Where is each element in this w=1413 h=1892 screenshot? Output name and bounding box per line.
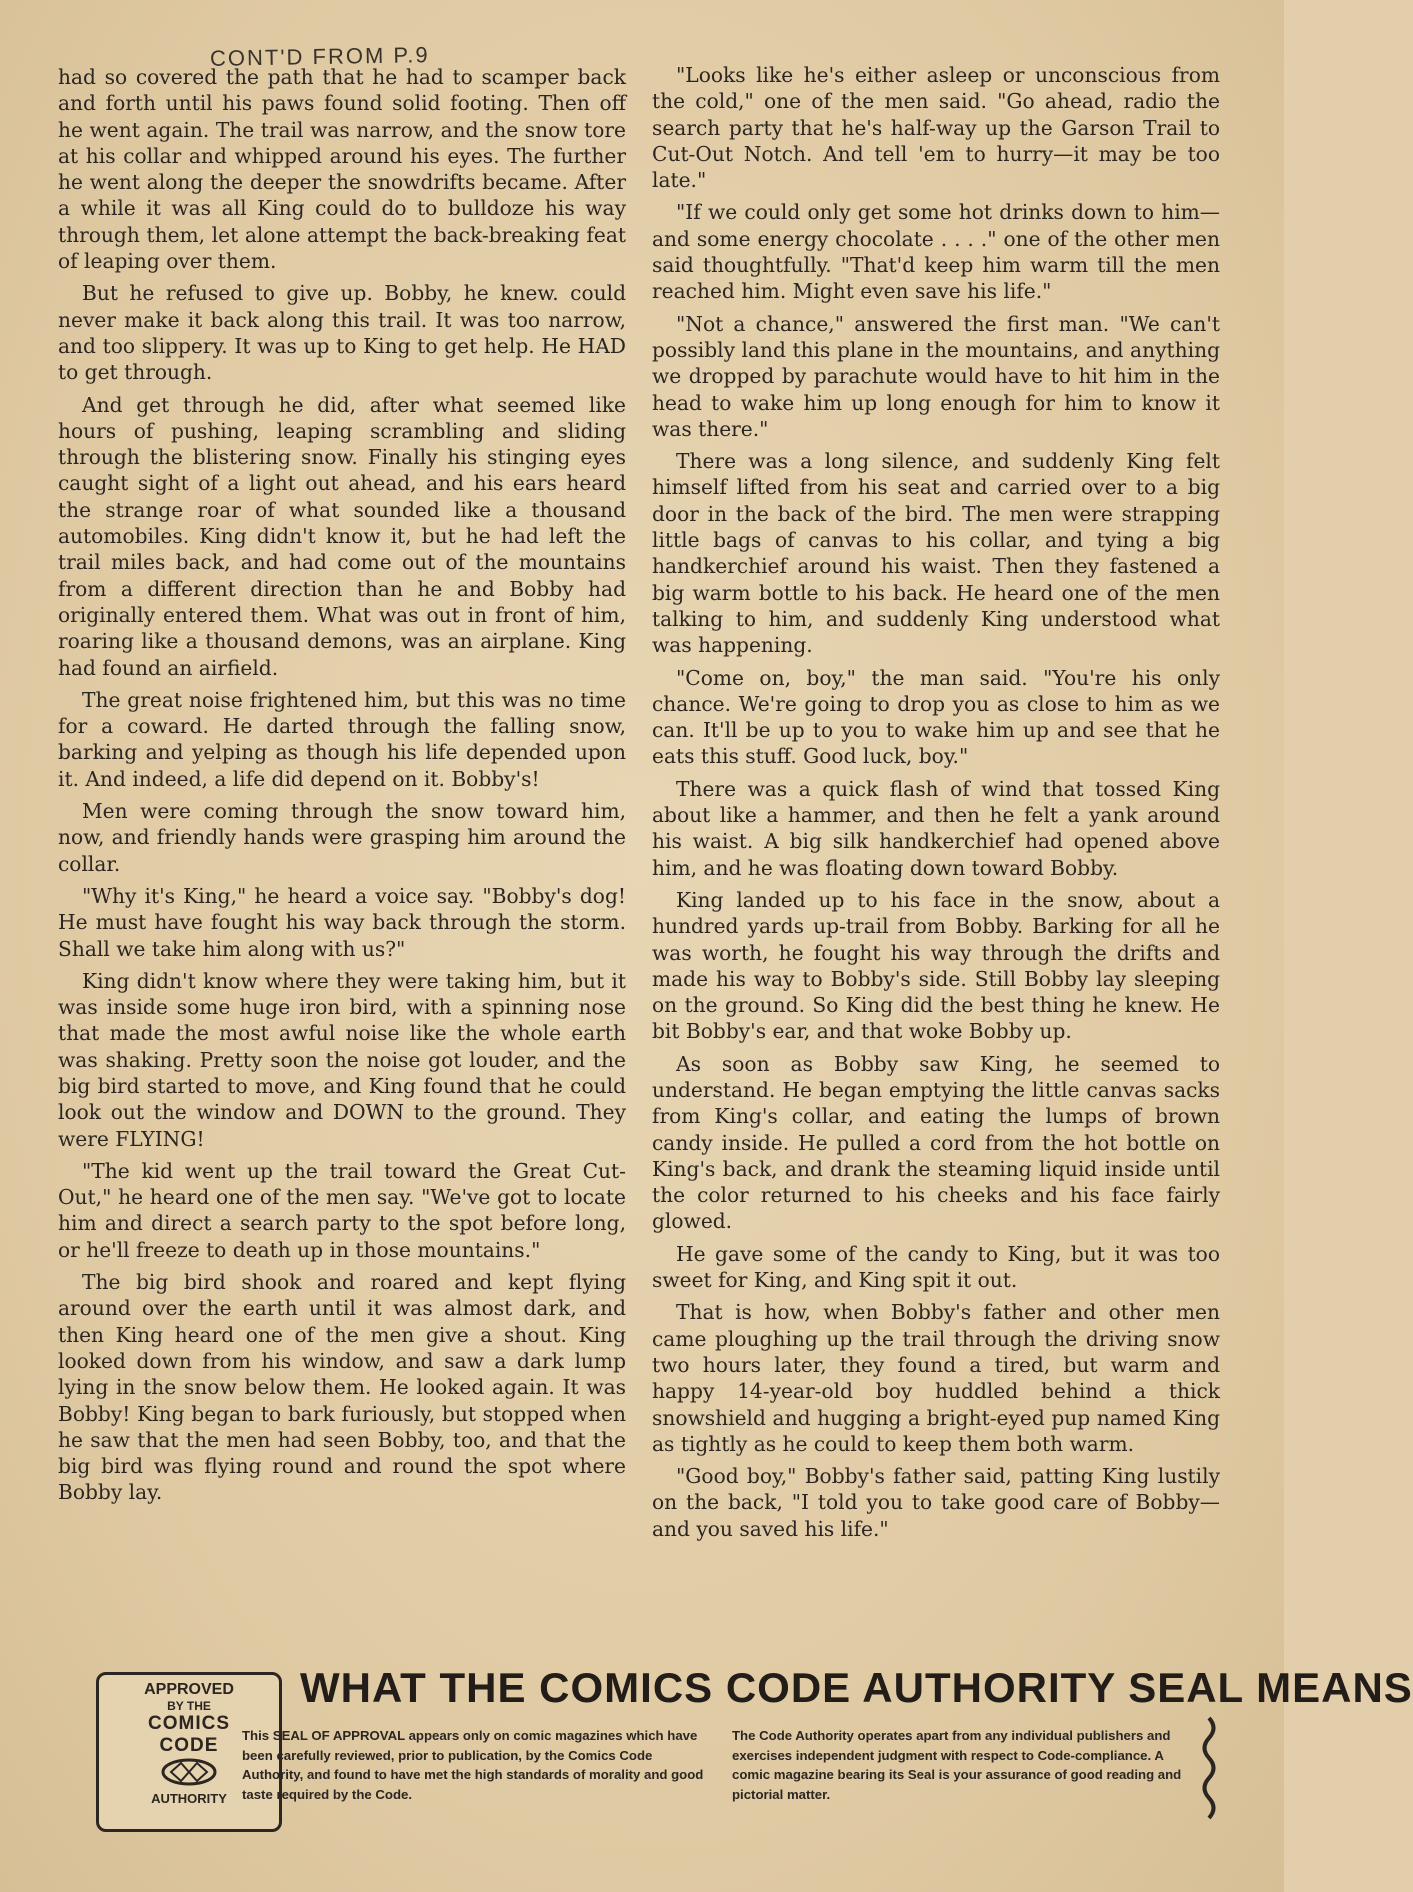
paragraph: But he refused to give up. Bobby, he knew. could never make it back along this trail. It was too narrow, and too slippery. It was up to King to get help. He HAD to get through.	[58, 281, 626, 385]
paragraph: "The kid went up the trail toward the Great Cut-Out," he heard one of the men say. "We've got to locate him and direct a search party to the spot before long, or he'll freeze to death up in those mountains."	[58, 1158, 626, 1262]
seal-line: BY THE	[167, 1699, 211, 1713]
ad-text-left: This SEAL OF APPROVAL appears only on comic magazines which have been carefully reviewed, prior to publication, by the Comics Code Authority, and found to have met the high standards of morality and good taste required by the Code.	[242, 1728, 704, 1802]
paragraph: "Good boy," Bobby's father said, patting King lustily on the back, "I told you to take good care of Bobby—and you saved his life."	[652, 1464, 1220, 1541]
paragraph: "If we could only get some hot drinks down to him—and some energy chocolate . . . ." one of the other men said thoughtfully. "That'd keep him warm till the men reached him. Might even save his life."	[652, 200, 1220, 304]
continued-note: CONT'D FROM P.9	[209, 42, 430, 71]
paragraph: "Come on, boy," the man said. "You're his only chance. We're going to drop you as close to him as we can. It'll be up to you to wake him up and see that he eats this stuff. Good luck, boy."	[652, 665, 1220, 769]
paragraph: "Not a chance," answered the first man. "We can't possibly land this plane in the mountains, and anything we dropped by parachute would have to hit him in the head to wake him up long enough for him to know it was there."	[652, 311, 1220, 441]
paragraph: Men were coming through the snow toward him, now, and friendly hands were grasping him around the collar.	[58, 799, 626, 876]
left-column	[58, 64, 626, 1512]
paragraph: "Why it's King," he heard a voice say. "Bobby's dog! He must have fought his way back through the storm. Shall we take him along with us?"	[58, 883, 626, 961]
seal-line: AUTHORITY	[151, 1791, 227, 1806]
paragraph: King landed up to his face in the snow, about a hundred yards up-trail from Bobby. Barking for all he was worth, he fought his way through the drifts and made his way to Bobby's side. Still Bobby lay sleeping on the ground. So King did the best thing he knew. He bit Bobby's ear, and that woke Bobby up.	[652, 887, 1220, 1044]
paragraph: That is how, when Bobby's father and other men came ploughing up the trail through the driving snow two hours later, they found a tired, but warm and happy 14-year-old boy huddled behind a thick snowshield and hugging a bright-eyed pup named King as tightly as he could to keep them both warm.	[652, 1300, 1220, 1456]
paragraph: King didn't know where they were taking him, but it was inside some huge iron bird, with a spinning nose that made the most awful noise like the whole earth was shaking. Pretty soon the noise got louder, and the big bird started to move, and King found that he could look out the window and DOWN to the ground. They were FLYING!	[58, 968, 626, 1151]
paragraph: There was a long silence, and suddenly King felt himself lifted from his seat and carried over to a big door in the back of the bird. The men were strapping little bags of canvas to his collar, and tying a big handkerchief around his waist. Then they fastened a big warm bottle to his back. He heard one of the men talking to him, and suddenly King understood what was happening.	[652, 449, 1220, 658]
paragraph: As soon as Bobby saw King, he seemed to understand. He began emptying the little canvas sacks from King's collar, and eating the lumps of brown candy inside. He pulled a cord from the hot bottle on King's back, and drank the steaming liquid inside until the color returned to his cheeks and his face fairly glowed.	[652, 1051, 1220, 1234]
comics-code-ad	[60, 1660, 1413, 1830]
paragraph: "Looks like he's either asleep or unconscious from the cold," one of the men said. "Go ahead, radio the search party that he's half-way up the Garson Trail to Cut-Out Notch. And tell 'em to hurry—it may be too late."	[652, 63, 1220, 193]
paragraph: The great noise frightened him, but this was no time for a coward. He darted through the falling snow, barking and yelping as though his life depended upon it. And indeed, a life did depend on it. Bobby's!	[58, 687, 626, 791]
paragraph: had so covered the path that he had to scamper back and forth until his paws found solid footing. Then off he went again. The trail was narrow, and the snow tore at his collar and whipped around his eyes. The further he went along the deeper the snowdrifts became. After a while it was all King could do to bulldoze his way through them, let alone attempt the back-breaking feat of leaping over them.	[58, 65, 626, 274]
right-column	[652, 62, 1220, 1548]
paragraph: And get through he did, after what seemed like hours of pushing, leaping scrambling and sliding through the blistering snow. Finally his stinging eyes caught sight of a light out ahead, and his ears heard the strange roar of what sounded like a thousand automobiles. King didn't know it, but he had left the trail miles back, and had come out of the mountains from a different direction than he and Bobby had originally entered them. What was out in front of him, roaring like a thousand demons, was an airplane. King had found an airfield.	[58, 392, 626, 680]
seal-emblem-icon	[159, 1757, 219, 1787]
seal-line: CODE	[159, 1735, 219, 1756]
paragraph: There was a quick flash of wind that tossed King about like a hammer, and then he felt a yank around his waist. A big silk handkerchief had opened above him, and he was floating down toward Bobby.	[652, 776, 1220, 880]
seal-line: COMICS	[148, 1713, 230, 1734]
paragraph: The big bird shook and roared and kept flying around over the earth until it was almost dark, and then King heard one of the men give a shout. King looked down from his window, and saw a dark lump lying in the snow below them. He looked again. It was Bobby! King began to bark furiously, but stopped when he saw that the men had seen Bobby, too, and that the big bird was flying round and round the spot where Bobby lay.	[58, 1270, 626, 1505]
paragraph: He gave some of the candy to King, but it was too sweet for King, and King spit it out.	[652, 1241, 1220, 1293]
squiggle-decoration-icon	[1198, 1716, 1220, 1826]
ad-headline: WHAT THE COMICS CODE AUTHORITY SEAL MEANS	[300, 1664, 1413, 1711]
seal-line: APPROVED	[144, 1681, 234, 1698]
ad-text-right: The Code Authority operates apart from any individual publishers and exercises independent judgment with respect to Code-compliance. A comic magazine bearing its Seal is your assurance of good reading and pictorial matter.	[732, 1728, 1182, 1802]
